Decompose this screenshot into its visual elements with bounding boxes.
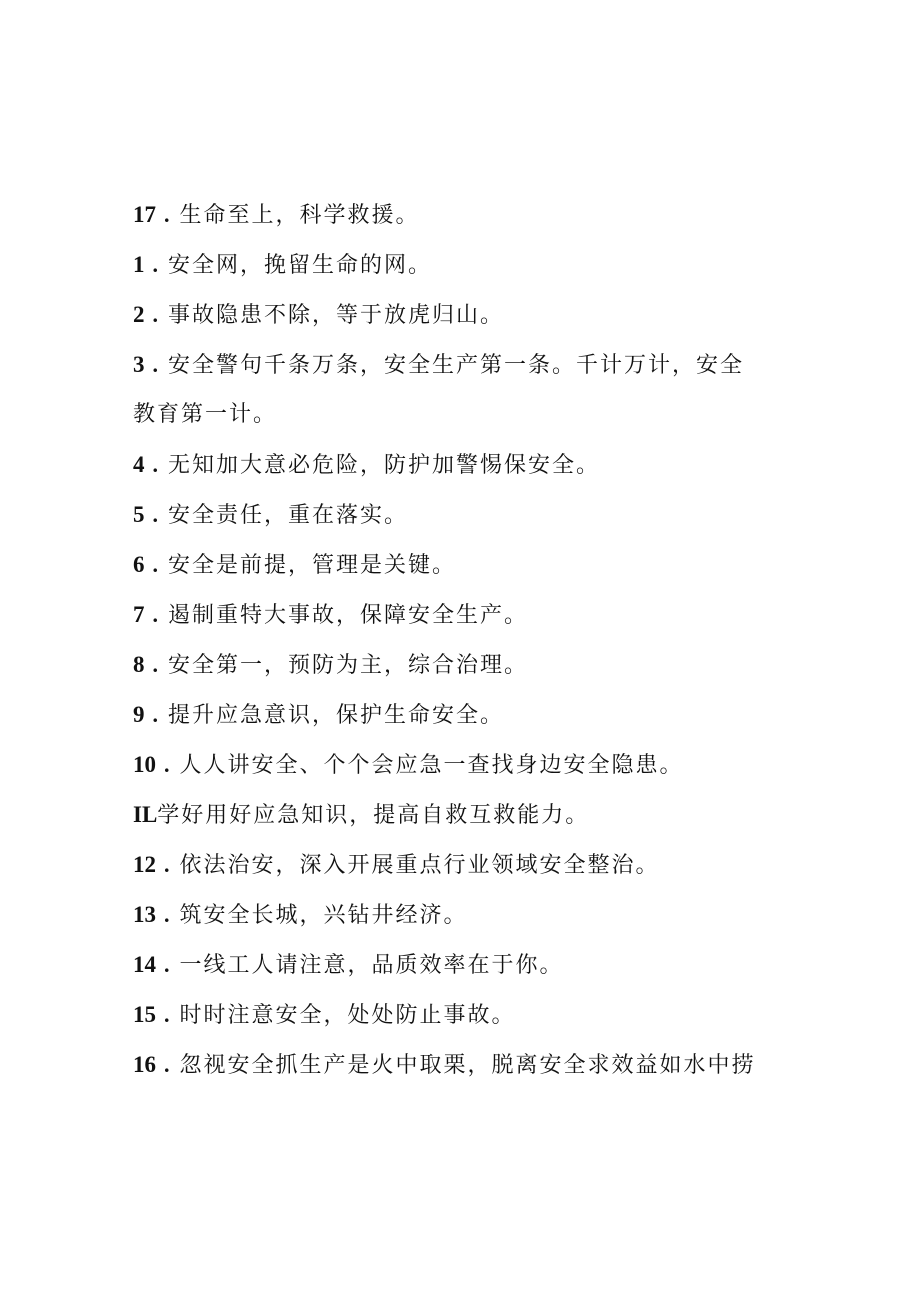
item-separator: . xyxy=(152,452,160,477)
item-number: 16 xyxy=(133,1052,156,1077)
item-number: 2 xyxy=(133,302,145,327)
item-text: 教育第一计。 xyxy=(133,402,278,427)
item-text: 人人讲安全、个个会应急一查找身边安全隐患。 xyxy=(179,753,684,778)
item-text: 安全责任，重在落实。 xyxy=(168,503,409,528)
item-number: 5 xyxy=(133,502,145,527)
list-item xyxy=(133,590,793,640)
list-item xyxy=(133,790,793,840)
list-item xyxy=(133,940,793,990)
item-number: 10 xyxy=(133,752,156,777)
item-number: 6 xyxy=(133,552,145,577)
item-number: 12 xyxy=(133,852,156,877)
list-item xyxy=(133,440,793,490)
item-separator: . xyxy=(152,652,160,677)
item-text: 依法治安，深入开展重点行业领域安全整治。 xyxy=(179,853,660,878)
item-text: 学好用好应急知识，提高自救互救能力。 xyxy=(157,803,590,828)
list-item xyxy=(133,290,793,340)
item-number: 7 xyxy=(133,602,145,627)
item-separator: . xyxy=(164,952,172,977)
list-item xyxy=(133,540,793,590)
list-item xyxy=(133,340,793,390)
list-item xyxy=(133,740,793,790)
item-text: 时时注意安全，处处防止事故。 xyxy=(179,1003,516,1028)
item-separator: . xyxy=(164,752,172,777)
item-text: 无知加大意必危险，防护加警惕保安全。 xyxy=(168,453,601,478)
item-number: 8 xyxy=(133,652,145,677)
item-number: 14 xyxy=(133,952,156,977)
item-separator: . xyxy=(152,352,160,377)
item-text: 一线工人请注意，品质效率在于你。 xyxy=(179,953,564,978)
list-item xyxy=(133,990,793,1040)
item-separator: . xyxy=(164,902,172,927)
list-item xyxy=(133,640,793,690)
item-number: 13 xyxy=(133,902,156,927)
item-number: 1 xyxy=(133,252,145,277)
item-separator: . xyxy=(152,602,160,627)
item-text: 安全网，挽留生命的网。 xyxy=(168,253,433,278)
item-separator: . xyxy=(164,1052,172,1077)
item-text: 事故隐患不除，等于放虎归山。 xyxy=(168,303,505,328)
item-text: 提升应急意识，保护生命安全。 xyxy=(168,703,505,728)
item-prefix: IL xyxy=(133,802,158,827)
item-number: 17 xyxy=(133,202,156,227)
item-number: 9 xyxy=(133,702,145,727)
item-separator: . xyxy=(152,302,160,327)
item-text: 筑安全长城，兴钻井经济。 xyxy=(179,903,468,928)
list-item xyxy=(133,190,793,240)
item-separator: . xyxy=(164,1002,172,1027)
item-number: 4 xyxy=(133,452,145,477)
item-text: 忽视安全抓生产是火中取栗，脱离安全求效益如水中捞 xyxy=(179,1053,756,1078)
item-separator: . xyxy=(164,202,172,227)
list-item xyxy=(133,840,793,890)
item-separator: . xyxy=(152,702,160,727)
item-text: 遏制重特大事故，保障安全生产。 xyxy=(168,603,529,628)
list-item-continuation xyxy=(133,390,793,440)
list-item xyxy=(133,240,793,290)
item-separator: . xyxy=(152,252,160,277)
item-text: 安全警句千条万条，安全生产第一条。千计万计，安全 xyxy=(168,353,745,378)
list-item xyxy=(133,890,793,940)
item-text: 生命至上，科学救援。 xyxy=(179,203,420,228)
item-number: 15 xyxy=(133,1002,156,1027)
item-separator: . xyxy=(164,852,172,877)
item-separator: . xyxy=(152,502,160,527)
item-number: 3 xyxy=(133,352,145,377)
slogan-list xyxy=(133,190,793,1090)
item-separator: . xyxy=(152,552,160,577)
item-text: 安全第一，预防为主，综合治理。 xyxy=(168,653,529,678)
list-item xyxy=(133,1040,793,1090)
list-item xyxy=(133,490,793,540)
list-item xyxy=(133,690,793,740)
item-text: 安全是前提，管理是关键。 xyxy=(168,553,457,578)
